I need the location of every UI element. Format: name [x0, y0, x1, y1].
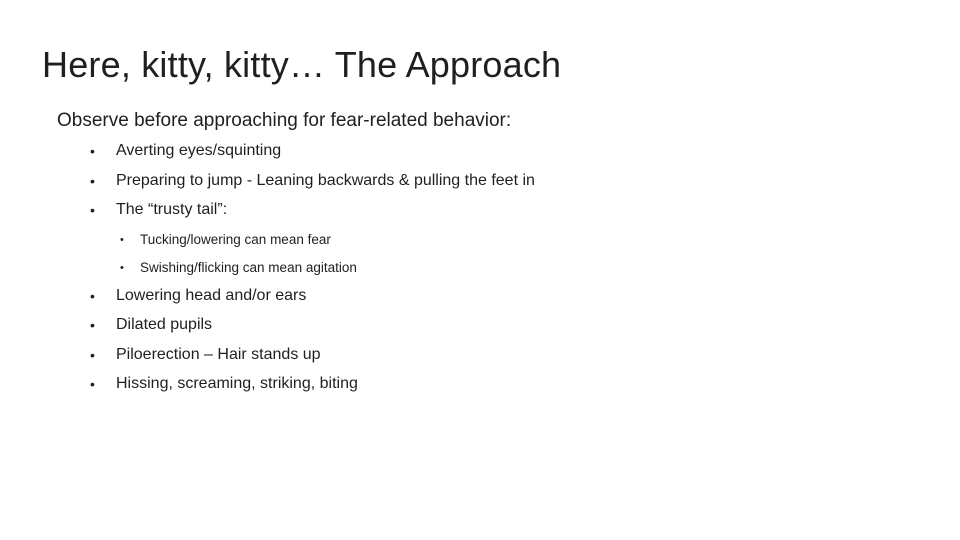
sub-list-item	[120, 258, 535, 286]
sub-list-item-text: Swishing/flicking can mean agitation	[140, 259, 357, 275]
list-item	[90, 315, 535, 345]
list-item-text: Hissing, screaming, striking, biting	[116, 375, 358, 392]
list-item	[90, 345, 535, 375]
list-item-text: Averting eyes/squinting	[116, 142, 282, 159]
bullet-list	[90, 141, 535, 404]
bullet-marker: •	[120, 233, 124, 246]
bullet-marker: •	[120, 261, 124, 274]
list-item-text: Lowering head and/or ears	[116, 286, 307, 304]
list-item	[90, 286, 535, 316]
bullet-marker: •	[90, 202, 95, 218]
list-item-text: Dilated pupils	[116, 316, 213, 333]
sub-list-item-text: Tucking/lowering can mean fear	[140, 231, 331, 247]
list-item	[90, 200, 535, 230]
intro-text: Observe before approaching for fear-related behavior:	[57, 110, 512, 131]
bullet-marker: •	[90, 143, 95, 159]
list-item-text: The “trusty tail”:	[116, 201, 228, 218]
list-item-text: Piloerection – Hair stands up	[116, 345, 321, 363]
bullet-marker: •	[90, 317, 95, 333]
list-item	[90, 171, 535, 201]
bullet-marker: •	[90, 287, 95, 304]
bullet-marker: •	[90, 346, 95, 363]
list-item	[90, 141, 535, 171]
slide-title: Here, kitty, kitty… The Approach	[42, 44, 562, 85]
list-item	[90, 374, 535, 404]
bullet-marker: •	[90, 376, 95, 392]
bullet-marker: •	[90, 172, 95, 189]
list-item-text: Preparing to jump - Leaning backwards & pulling the feet in	[116, 171, 535, 189]
sub-list-item	[120, 230, 535, 258]
